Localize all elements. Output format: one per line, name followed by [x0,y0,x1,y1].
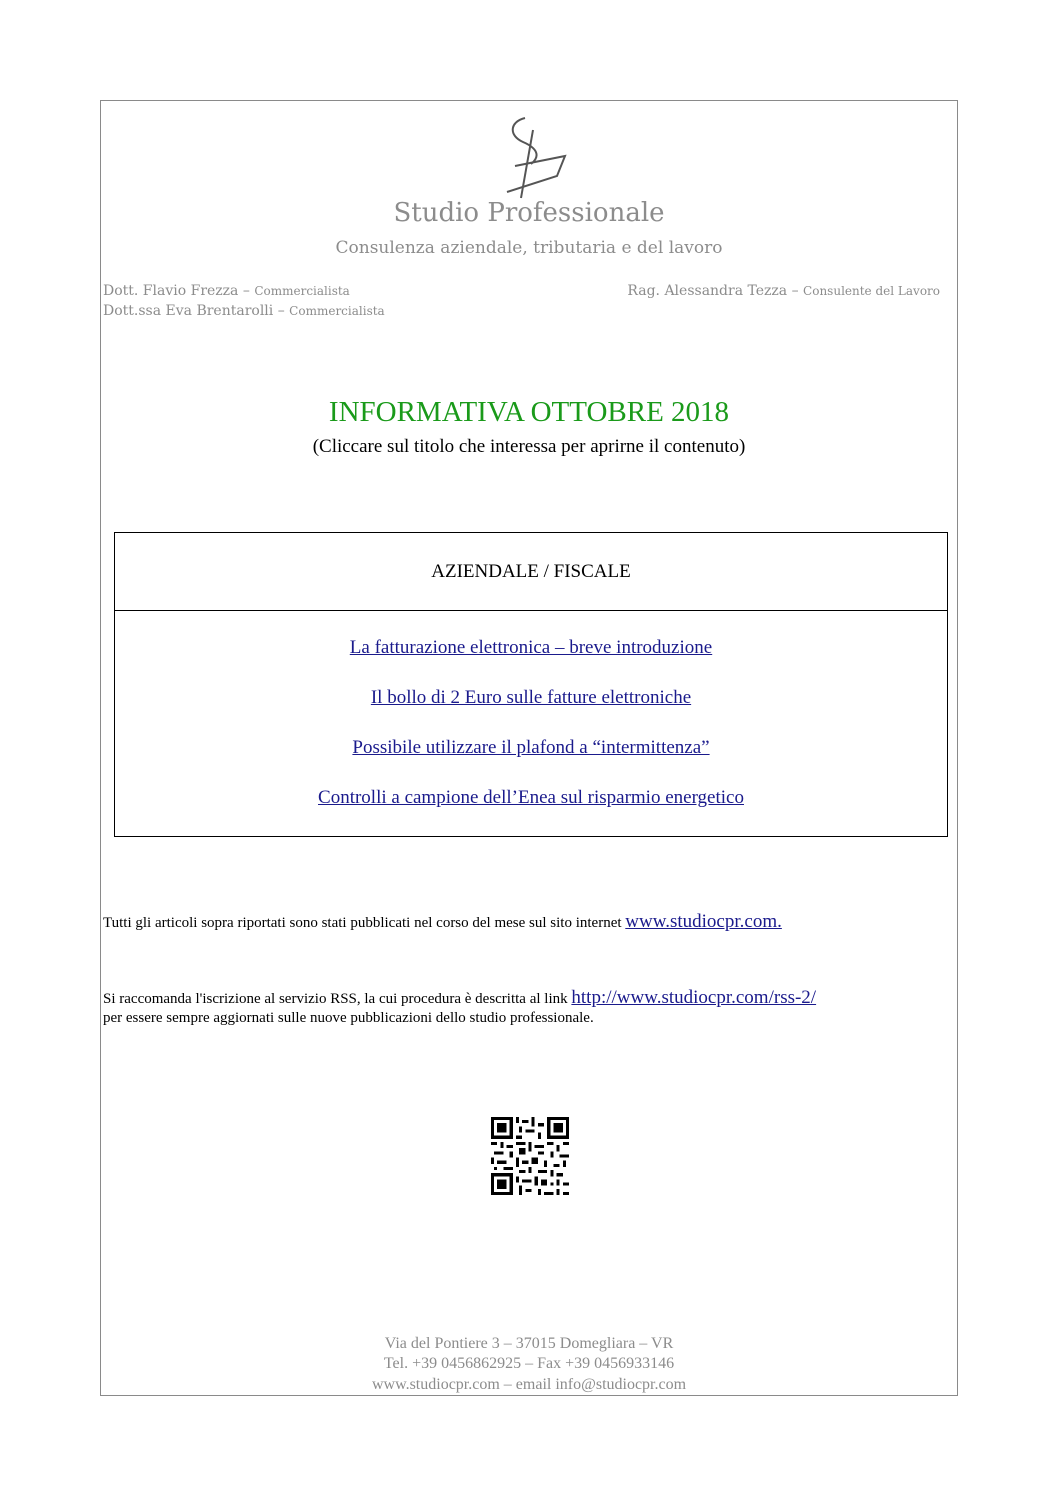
person-separator: – [238,283,255,299]
person-role: Commercialista [289,304,385,318]
rss-text-continued: per essere sempre aggiornati sulle nuove pubblicazioni dello studio professionale. [103,1010,594,1026]
studio-subtitle: Consulenza aziendale, tributaria e del lavoro [335,238,723,258]
topics-list [115,611,947,835]
topic-link-plafond[interactable]: Possibile utilizzare il plafond a “intermittenza” [352,737,710,758]
person-eva-brentarolli [103,303,385,319]
topics-table [114,532,948,837]
rss-text: Si raccomanda l'iscrizione al servizio RSS, la cui procedura è descritta al link [103,991,572,1007]
document-subtitle: (Cliccare sul titolo che interessa per aprirne il contenuto) [312,436,746,457]
footer-web: www.studiocpr.com – email info@studiocpr.com [371,1376,687,1393]
website-link[interactable]: www.studiocpr.com. [625,911,782,932]
person-name: Rag. Alessandra Tezza [627,283,788,299]
topic-link-bollo[interactable]: Il bollo di 2 Euro sulle fatture elettroniche [370,687,692,708]
topic-link-enea[interactable]: Controlli a campione dell’Enea sul risparmio energetico [318,787,744,808]
qr-code-icon [491,1115,569,1197]
person-name: Dott.ssa Eva Brentarolli [103,303,274,319]
topic-link-fatturazione[interactable]: La fatturazione elettronica – breve introduzione [349,637,713,658]
document-title: INFORMATIVA OTTOBRE 2018 [328,396,730,428]
person-flavio-frezza [103,283,350,299]
person-separator: – [273,303,290,319]
rss-note [103,988,957,1028]
person-separator: – [787,283,804,299]
articles-note [103,912,957,933]
person-role: Consulente del Lavoro [803,284,940,298]
person-name: Dott. Flavio Frezza [103,283,239,299]
studio-name: Studio Professionale [393,198,665,228]
studio-logo [487,112,577,202]
footer-address: Via del Pontiere 3 – 37015 Domegliara – VR [384,1335,674,1352]
rss-link[interactable]: http://www.studiocpr.com/rss-2/ [571,987,817,1008]
person-alessandra-tezza [627,283,940,299]
articles-text: Tutti gli articoli sopra riportati sono stati pubblicati nel corso del mese sul sito internet [103,915,626,931]
section-header: AZIENDALE / FISCALE [115,533,947,611]
footer-phone: Tel. +39 0456862925 – Fax +39 0456933146 [383,1355,675,1372]
person-role: Commercialista [254,284,350,298]
